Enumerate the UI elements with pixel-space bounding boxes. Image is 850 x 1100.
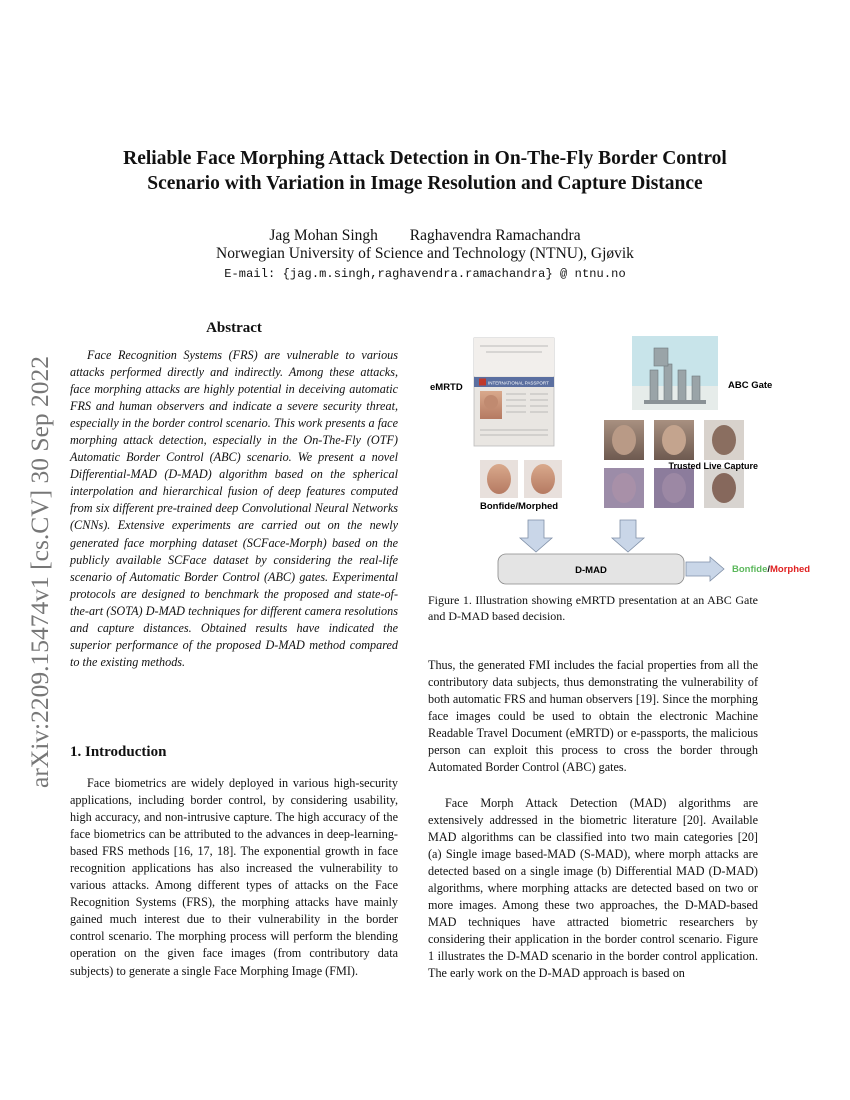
output-slash: / (767, 564, 770, 575)
output-morphed: Morphed (770, 564, 811, 575)
right-paragraph-1: Thus, the generated FMI includes the facial properties from all the contributory data subjects, thus demonstrating the vulnerability of both automatic FRS and human observers [19]. Since the morphing face images could be used to obtain the electronic Machine Readable Travel Document (eMRTD) or e-passports, the malicious person can exploit this process to cross the border through Automated Border Control (ABC) gates. (428, 658, 758, 775)
right-paragraph-2: Face Morph Attack Detection (MAD) algorithms are extensively addressed in the biometric literature [20]. Available MAD algorithms can be classified into two main categories [20] (a) Single image based-MAD (S-MAD), where morph attacks are detected based on a single image (b) Differential MAD (D-MAD) algorithms, where morphing attacks are detected based on two or more images. Among these two approaches, the D-MAD-based MAD techniques have attracted biometric researchers by considering their application in the border control scenario. Figure 1 illustrates the D-MAD scenario in the border control application. The early work on the D-MAD approach is based on (428, 796, 758, 981)
right-arrow (686, 557, 724, 581)
title-line-1: Reliable Face Morphing Attack Detection in On-The-Fly Border Control (123, 148, 727, 169)
down-arrow-left (520, 520, 552, 552)
label-abc-gate: ABC Gate (728, 380, 773, 391)
author-2: Raghavendra Ramachandra (409, 227, 581, 244)
label-dmad: D-MAD (575, 565, 607, 576)
abc-gate-image (632, 336, 718, 410)
paper-title (80, 146, 770, 196)
intro-text: Face biometrics are widely deployed in various high-security applications, including border control, by considering usability, high accuracy, and non-intrusive capture. The high accuracy of the face biometrics can be attributed to the advances in deep-learning-based FRS methods [16, 17, 18]. The exponential growth in face recognition applications has also increased the vulnerability to various attacks. Among different types of attacks on the Face Recognition Systems (FRS), the morphing attacks have mainly gained much interest due to their vulnerability in the border control scenario. The morphing process will perform the blending operation on the given face images (from contributory data subjects) to generate a single Face Morphing Image (FMI). (70, 776, 398, 978)
arxiv-stamp (12, 300, 58, 800)
authors (80, 227, 770, 245)
title-line-2: Scenario with Variation in Image Resolution and Capture Distance (147, 173, 703, 194)
author-1: Jag Mohan Singh (269, 227, 378, 244)
abstract-heading: Abstract (206, 320, 262, 336)
intro-heading: 1. Introduction (70, 744, 167, 760)
affiliation: Norwegian University of Science and Technology (NTNU), Gjøvik (216, 245, 634, 262)
passport-faces (480, 460, 562, 498)
passport-image (474, 338, 554, 446)
email: E-mail: {jag.m.singh,raghavendra.ramachandra} @ ntnu.no (224, 267, 626, 281)
output-label (732, 564, 810, 575)
label-emrtd: eMRTD (430, 382, 463, 393)
figure-caption: Figure 1. Illustration showing eMRTD presentation at an ABC Gate and D-MAD based decision. (428, 593, 758, 623)
passport-header: INTERNATIONAL PASSPORT (488, 380, 549, 386)
label-bonfide-morphed: Bonfide/Morphed (480, 501, 559, 512)
down-arrow-right (612, 520, 644, 552)
abstract-text: Face Recognition Systems (FRS) are vulnerable to various attacks performed directly and indirectly. Among these attacks, face morphing attacks are highly potential in deceiving automatic FRS and human observers and indicate a severe security threat, especially in the border control scenario. This work presents a face morphing attack detection, especially in the On-The-Fly (OTF) Automatic Border Control (ABC) scenario. We present a novel Differential-MAD (D-MAD) algorithm based on the spherical interpolation and hierarchical fusion of deep features computed from six different pre-trained deep Convolutional Neural Networks (CNNs). Extensive experiments are carried out on the newly generated face morphing dataset (SCFace-Morph) based on the publicly available SCFace dataset by considering the real-life scenario of Automatic Border Control (ABC) gates. Experimental protocols are designed to benchmark the proposed and state-of-the-art (SOTA) D-MAD techniques for different camera resolutions and capture distances. Obtained results have indicated the superior performance of the proposed D-MAD method compared to the existing methods. (70, 348, 398, 669)
output-bonfide: Bonfide (732, 564, 768, 575)
arxiv-id: arXiv:2209.15474v1 [cs.CV] 30 Sep 2022 (25, 355, 54, 788)
figure-1 (428, 334, 811, 586)
label-trusted-live-capture: Trusted Live Capture (668, 461, 758, 471)
